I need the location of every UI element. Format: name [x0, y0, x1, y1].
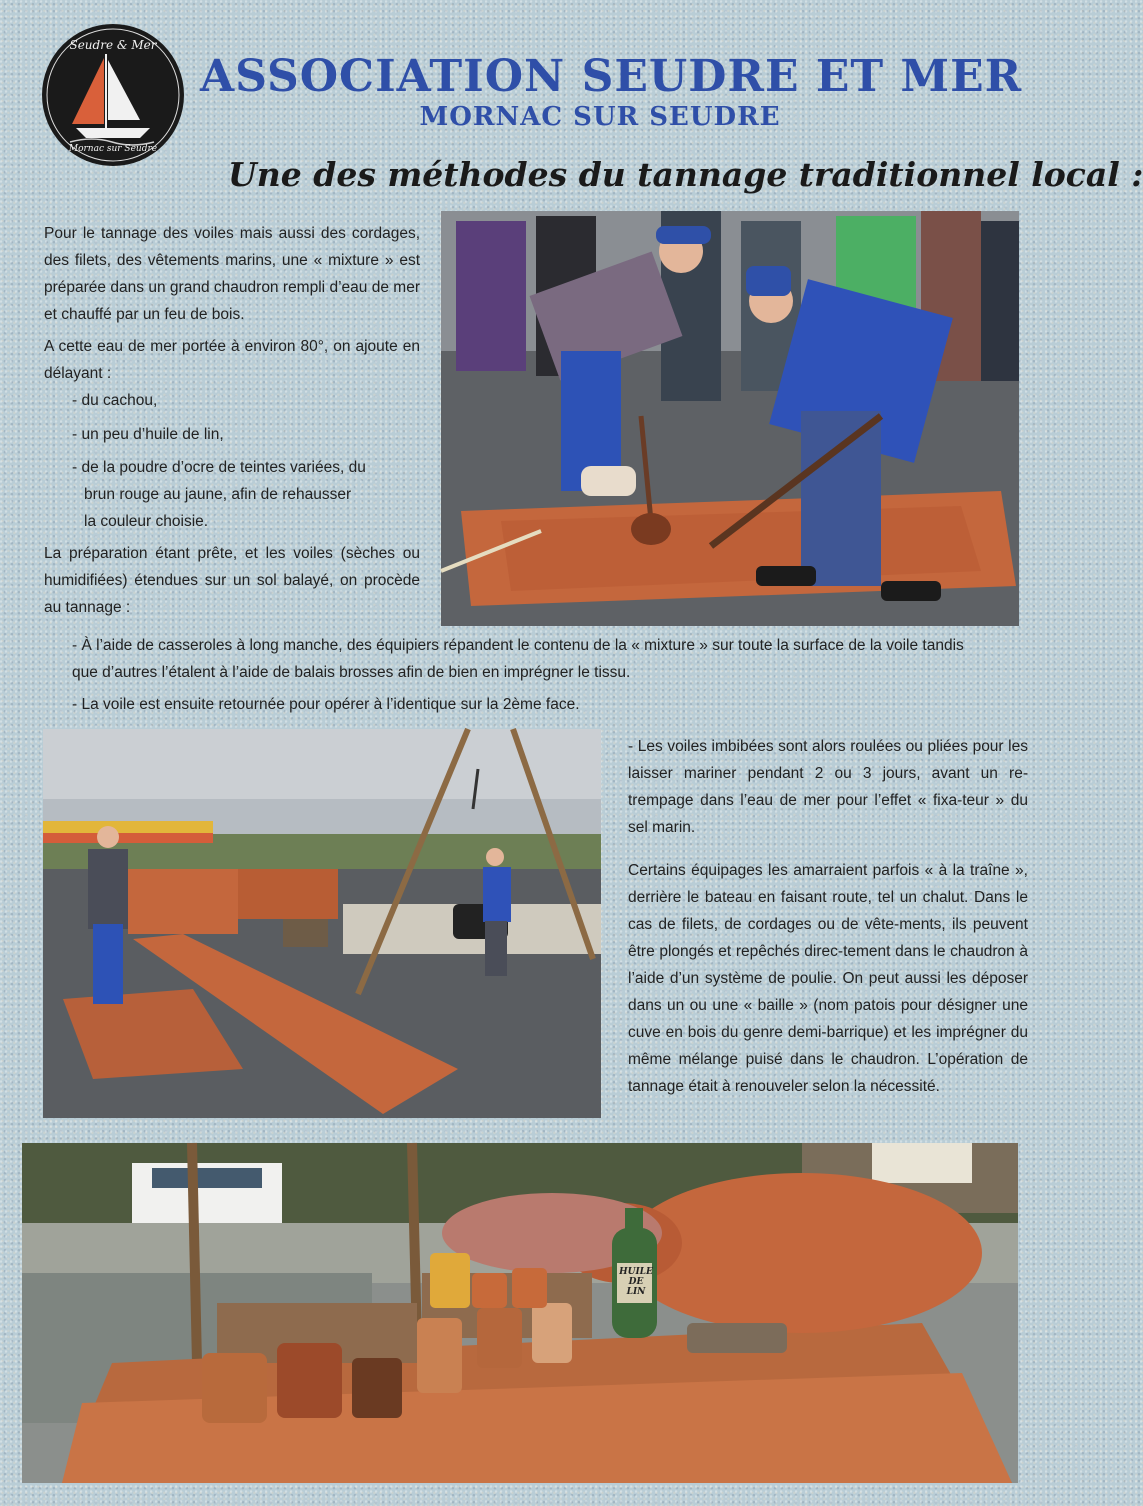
intro-paragraph: Pour le tannage des voiles mais aussi des cordages, des filets, des vêtements marins, une « mixture » est préparée dans un grand chaudron rempli d’eau de mer et chauffé par un feu de bois. — [44, 225, 420, 323]
ingredient-item: - du cachou, — [72, 392, 158, 409]
methods-paragraph: Certains équipages les amarraient parfois « à la traîne », derrière le bateau en faisant route, tel un chalut. Dans le cas de filets, de cordages ou de vête-ments, ils peuvent être plongés et repêchés direc-tement dans le chaudron à l’aide d’un système de poulie. On peut aussi les déposer dans un ou une « baille » (nom patois pour désigner une cuve en bois du genre demi-barrique) et les imprégner du même mélange puisé dans le chaudron. L’opération de tannage était à renouveler selon la nécessité. — [628, 862, 1028, 1095]
photo-tanning-sail — [441, 211, 1019, 626]
seawater-paragraph: A cette eau de mer portée à environ 80°, on ajoute en délayant : — [44, 338, 420, 382]
ingredient-item: - de la poudre d’ocre de teintes variées, du — [72, 459, 366, 476]
page-subtitle: MORNAC SUR SEUDRE — [419, 102, 781, 132]
section-heading: Une des méthodes du tannage traditionnel local : — [228, 155, 1143, 194]
step-turning: - La voile est ensuite retournée pour opérer à l’identique sur la 2ème face. — [72, 696, 580, 713]
association-logo — [42, 24, 184, 166]
logo-top-text: Seudre & Mer — [69, 38, 157, 52]
preparation-paragraph: La préparation étant prête, et les voiles (sèches ou humidifiées) étendues sur un sol balayé, on procède au tannage : — [44, 545, 420, 616]
soaking-paragraph: - Les voiles imbibées sont alors roulées ou pliées pour les laisser mariner pendant 2 ou 3 jours, avant un re-trempage dans l’eau de mer pour l’effet « fixa-teur » du sel marin. — [628, 738, 1028, 836]
ingredient-item: la couleur choisie. — [84, 513, 209, 530]
step-spreading: - À l’aide de casseroles à long manche, des équipiers répandent le contenu de la « mixture » sur toute la surface de la voile tandis que d’autres l’étalent à l’aide de balais brosses afin de bien en imprégner le tissu. — [72, 637, 964, 681]
logo-bottom-text: Mornac sur Seudre — [68, 144, 158, 154]
bottle-label: HUILE DE LIN — [619, 1267, 653, 1297]
ingredient-item: - un peu d’huile de lin, — [72, 426, 224, 443]
ingredient-item: brun rouge au jaune, afin de rehausser — [84, 486, 352, 503]
photo-tanning-site — [43, 729, 601, 1118]
page-title: ASSOCIATION SEUDRE ET MER — [200, 51, 1023, 102]
photo-tanning-ingredients — [22, 1143, 1018, 1483]
